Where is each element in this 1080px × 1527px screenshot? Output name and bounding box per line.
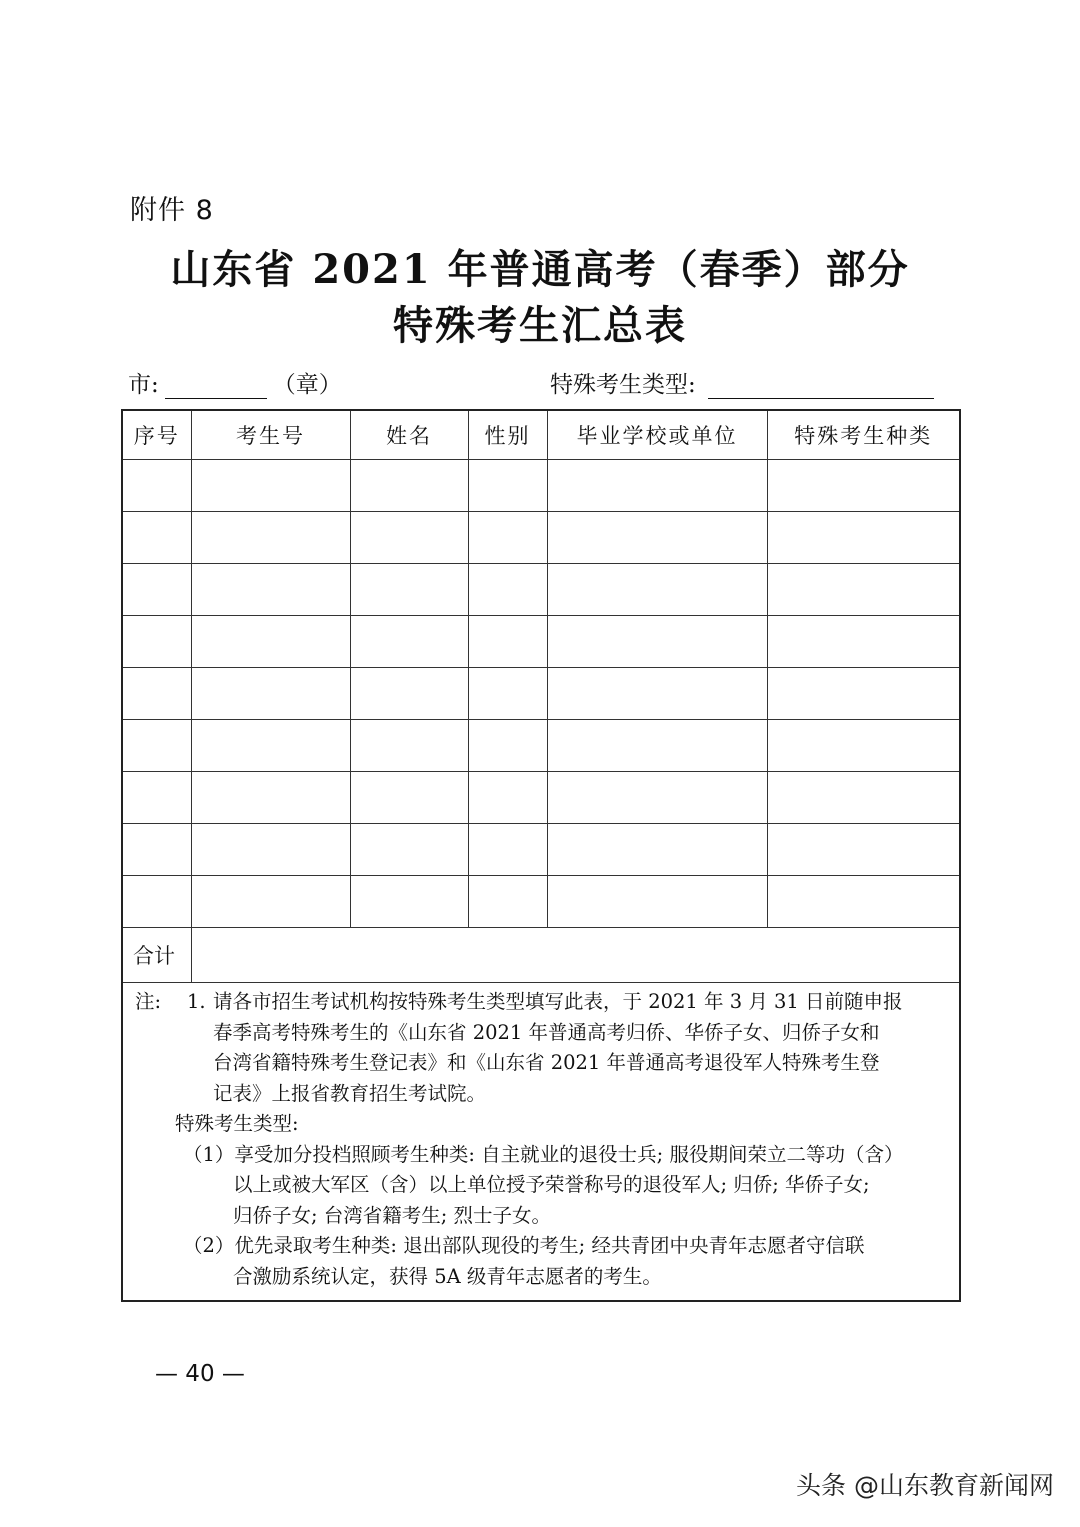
- note-item-1-line-3: 台湾省籍特殊考生登记表》和《山东省 2021 年普通高考退役军人特殊考生登: [213, 1051, 880, 1074]
- column-header-gender: 性别: [468, 410, 547, 460]
- table-cell: [468, 772, 547, 824]
- type-2-line-2: 合激励系统认定，获得 5A 级青年志愿者的考生。: [233, 1264, 662, 1288]
- table-cell: [547, 772, 767, 824]
- column-header-school: 毕业学校或单位: [547, 410, 767, 460]
- table-cell: [468, 876, 547, 928]
- total-value-cell: [191, 928, 960, 983]
- type-label: 特殊考生类型:: [550, 372, 696, 398]
- city-label: 市:: [128, 372, 159, 398]
- table-cell: [122, 772, 191, 824]
- table-cell: [191, 668, 350, 720]
- table-cell: [547, 460, 767, 512]
- page-number: — 40 —: [155, 1361, 245, 1387]
- table-cell: [468, 616, 547, 668]
- summary-table: [121, 409, 961, 1302]
- table-cell: [350, 564, 468, 616]
- table-body: [122, 460, 960, 928]
- table-cell: [191, 512, 350, 564]
- note-item-1-number: 1.: [187, 990, 206, 1013]
- table-cell: [350, 824, 468, 876]
- table-cell: [547, 616, 767, 668]
- table-cell: [122, 564, 191, 616]
- table-cell: [468, 824, 547, 876]
- table-row: [122, 772, 960, 824]
- table-cell: [767, 460, 960, 512]
- total-row: [122, 928, 960, 983]
- table-cell: [350, 460, 468, 512]
- table-cell: [350, 720, 468, 772]
- table-cell: [122, 824, 191, 876]
- table-row: [122, 460, 960, 512]
- table-cell: [350, 876, 468, 928]
- table-cell: [767, 564, 960, 616]
- table-cell: [191, 564, 350, 616]
- attachment-label: 附件 8: [130, 195, 214, 226]
- notes-prefix: 注:: [135, 990, 162, 1013]
- table-cell: [547, 668, 767, 720]
- note-item-1-line-2: 春季高考特殊考生的《山东省 2021 年普通高考归侨、华侨子女、归侨子女和: [213, 1020, 880, 1044]
- document-title-line-2: 特殊考生汇总表: [393, 302, 687, 349]
- table-cell: [468, 512, 547, 564]
- table-cell: [191, 772, 350, 824]
- table-cell: [191, 616, 350, 668]
- table-cell: [122, 668, 191, 720]
- watermark-text: 头条 @山东教育新闻网: [796, 1471, 1054, 1500]
- table-cell: [468, 720, 547, 772]
- table-cell: [350, 668, 468, 720]
- table-cell: [122, 616, 191, 668]
- table-cell: [191, 876, 350, 928]
- type-blank-line: [708, 376, 934, 399]
- table-cell: [767, 772, 960, 824]
- table-cell: [122, 876, 191, 928]
- table-cell: [767, 668, 960, 720]
- column-header-name: 姓名: [350, 410, 468, 460]
- note-item-1-line-1: [135, 987, 949, 1018]
- table-cell: [191, 460, 350, 512]
- table-cell: [468, 564, 547, 616]
- table-cell: [350, 772, 468, 824]
- note-item-1-line-4: 记表》上报省教育招生考试院。: [213, 1081, 487, 1105]
- table-cell: [767, 616, 960, 668]
- table-cell: [122, 720, 191, 772]
- column-header-category: 特殊考生种类: [767, 410, 960, 460]
- table-row: [122, 824, 960, 876]
- table-row: [122, 512, 960, 564]
- table-cell: [547, 824, 767, 876]
- column-header-index: 序号: [122, 410, 191, 460]
- table-cell: [468, 668, 547, 720]
- column-header-exam-number: 考生号: [191, 410, 350, 460]
- notes-cell: [122, 983, 960, 1302]
- type-1-line-2: 以上或被大军区（含）以上单位授予荣誉称号的退役军人; 归侨; 华侨子女;: [233, 1173, 870, 1196]
- table-cell: [191, 720, 350, 772]
- table-header-row: [122, 410, 960, 460]
- table-cell: [767, 876, 960, 928]
- table-cell: [767, 824, 960, 876]
- notes-row: [122, 983, 960, 1302]
- table-cell: [468, 460, 547, 512]
- table-cell: [122, 460, 191, 512]
- document-title-line-1: 山东省 2021 年普通高考（春季）部分: [170, 246, 910, 293]
- form-meta-row: [128, 362, 958, 402]
- table-cell: [350, 512, 468, 564]
- table-cell: [547, 876, 767, 928]
- types-title: 特殊考生类型:: [175, 1112, 299, 1135]
- city-field: [128, 366, 342, 399]
- type-field: [550, 366, 934, 399]
- table-cell: [547, 564, 767, 616]
- table-cell: [547, 512, 767, 564]
- table-row: [122, 616, 960, 668]
- table-row: [122, 564, 960, 616]
- table-cell: [767, 512, 960, 564]
- type-2-line-1: （2）优先录取考生种类: 退出部队现役的考生; 经共青团中央青年志愿者守信联: [183, 1234, 865, 1257]
- table-row: [122, 668, 960, 720]
- table-cell: [191, 824, 350, 876]
- table-cell: [122, 512, 191, 564]
- city-blank-line: [165, 376, 267, 399]
- note-text: 请各市招生考试机构按特殊考生类型填写此表，于 2021 年 3 月 31 日前随申报: [213, 990, 903, 1013]
- type-1-line-3: 归侨子女; 台湾省籍考生; 烈士子女。: [233, 1203, 552, 1227]
- table-row: [122, 876, 960, 928]
- table-row: [122, 720, 960, 772]
- total-label: 合计: [122, 928, 191, 983]
- type-1-line-1: （1）享受加分投档照顾考生种类: 自主就业的退役士兵; 服役期间荣立二等功（含）: [183, 1142, 904, 1166]
- table-cell: [547, 720, 767, 772]
- table-cell: [767, 720, 960, 772]
- seal-label: （章）: [272, 372, 342, 398]
- table-cell: [350, 616, 468, 668]
